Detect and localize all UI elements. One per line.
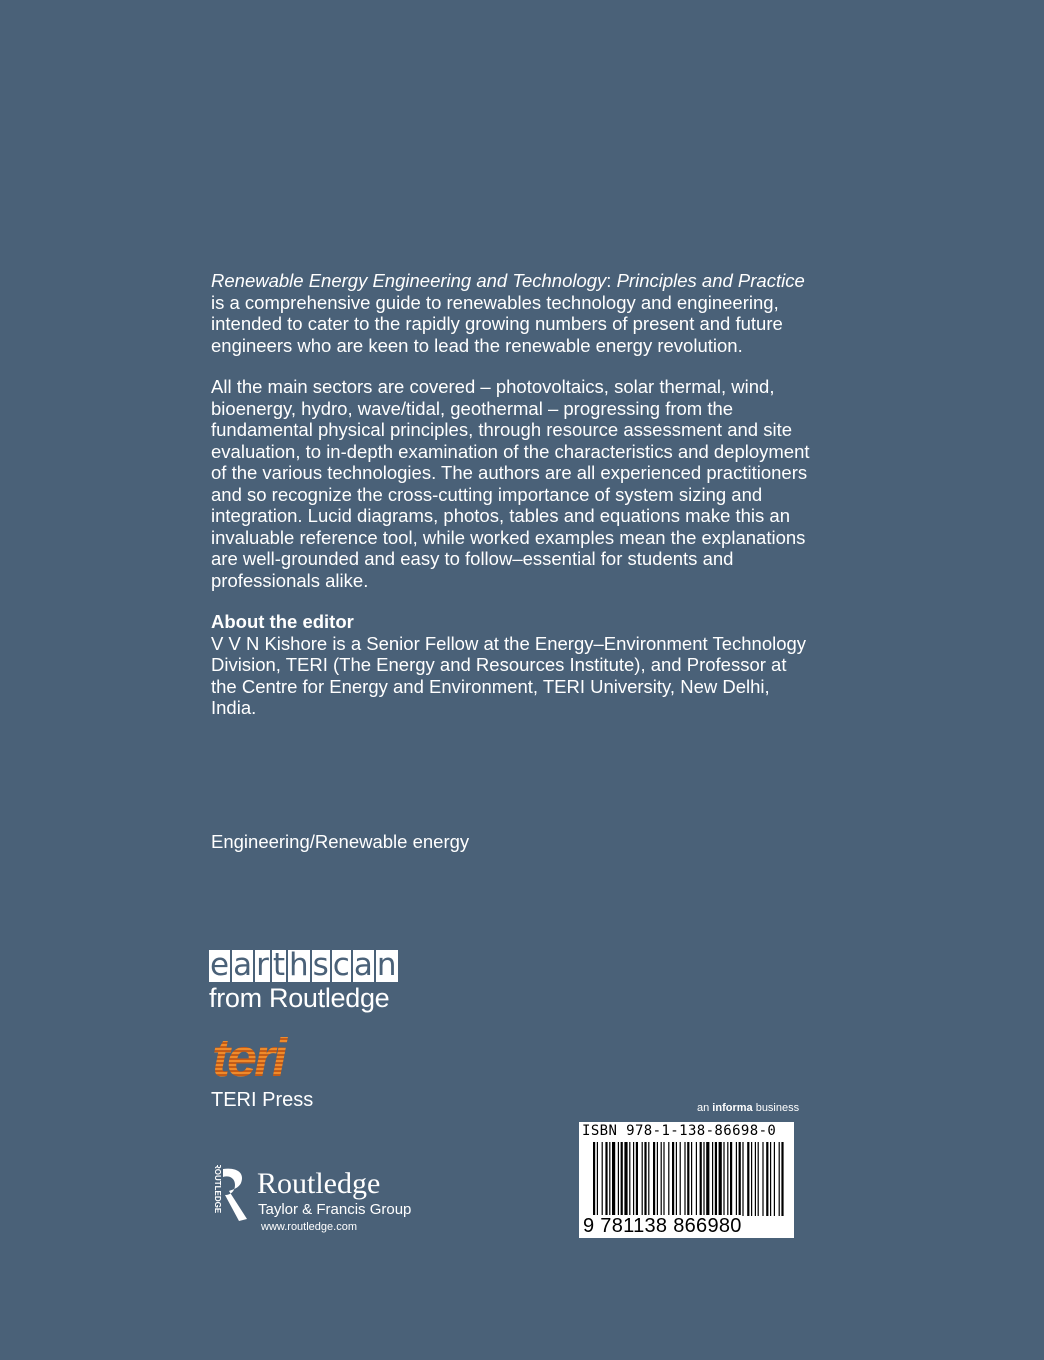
earthscan-from-routledge: from Routledge	[209, 983, 390, 1013]
subject-category: Engineering/Renewable energy	[211, 831, 470, 852]
barcode-bar	[653, 1142, 655, 1216]
barcode-bar	[747, 1142, 749, 1216]
barcode-bar	[751, 1142, 752, 1216]
earthscan-letter: a	[233, 947, 253, 983]
routledge-vertical-text: ROUTLEDGE	[213, 1165, 222, 1214]
barcode-bar	[706, 1142, 709, 1216]
barcode-bar	[723, 1142, 724, 1216]
barcode-bar	[661, 1142, 662, 1216]
routledge-website: www.routledge.com	[261, 1221, 357, 1233]
teri-logo-graphic	[212, 1032, 304, 1084]
teri-logo	[212, 1032, 304, 1089]
book-subtitle: Principles and Practice	[616, 270, 805, 291]
barcode-bar	[762, 1142, 763, 1216]
barcode-bar	[609, 1142, 610, 1216]
barcode-bar	[644, 1142, 646, 1216]
barcode-bar	[657, 1142, 658, 1216]
barcode-bar	[770, 1142, 771, 1216]
barcode-bar	[781, 1142, 783, 1216]
barcode-bar	[742, 1142, 743, 1216]
teri-logo-text: teri	[212, 1032, 285, 1084]
isbn-label: ISBN 978-1-138-86698-0	[582, 1123, 777, 1139]
routledge-group: Taylor & Francis Group	[258, 1201, 412, 1218]
barcode-bar	[719, 1142, 722, 1216]
sectors-paragraph: All the main sectors are covered – photovoltaics, solar thermal, wind, bioenergy, hydro, wave/tidal, geothermal – progressing from the fundamental physical principles, through resource assessment and site evaluation, to in-depth examination of the characteristics and deployment of the various technologies. The authors are all experienced practitioners and so recognize the cross-cutting importance of system sizing and integration. Lucid diagrams, photos, tables and equations make this an invaluable reference tool, while worked examples mean the explanations are well-grounded and easy to follow–essential for students and professionals alike.	[211, 376, 810, 591]
barcode-bar	[668, 1142, 669, 1216]
barcode-bar	[672, 1142, 674, 1216]
barcode-bar	[715, 1142, 717, 1216]
barcode-bar	[691, 1142, 692, 1216]
earthscan-letter: t	[272, 947, 285, 983]
back-cover-blurb	[211, 270, 811, 739]
barcode-bar	[736, 1142, 737, 1216]
barcode-bar	[629, 1142, 630, 1216]
barcode-bar	[663, 1142, 664, 1216]
earthscan-letter: h	[288, 947, 309, 983]
barcode-bar	[739, 1142, 741, 1216]
barcode-bar	[618, 1142, 619, 1216]
barcode-bar	[755, 1142, 756, 1216]
earthscan-wordmark	[209, 947, 398, 983]
barcode-bar	[779, 1142, 780, 1216]
teri-press-label: TERI Press	[211, 1089, 314, 1111]
earthscan-letter: n	[376, 947, 397, 983]
earthscan-letter: r	[256, 947, 269, 983]
barcode-bar	[700, 1142, 702, 1216]
barcode-bar	[612, 1142, 615, 1216]
earthscan-letter: e	[210, 947, 230, 983]
barcode-bar	[602, 1142, 603, 1216]
barcode-bar	[605, 1142, 607, 1216]
barcode-bar	[597, 1142, 598, 1216]
about-editor	[211, 611, 811, 719]
barcode-bar	[774, 1142, 775, 1216]
barcode-bar	[624, 1142, 627, 1216]
barcode-bar	[712, 1142, 713, 1216]
earthscan-letter: c	[332, 947, 350, 983]
barcode-bar	[730, 1142, 732, 1216]
barcode-bar	[703, 1142, 704, 1216]
barcode-bar	[636, 1142, 638, 1216]
routledge-r-icon	[207, 1165, 253, 1225]
routledge-name: Routledge	[257, 1167, 381, 1200]
barcode-bar	[633, 1142, 634, 1216]
about-editor-heading: About the editor	[211, 611, 354, 632]
barcode-bar	[758, 1142, 759, 1216]
barcode-bar	[648, 1142, 649, 1216]
earthscan-letter: s	[312, 947, 329, 983]
barcode-bar	[766, 1142, 768, 1216]
intro-paragraph: Renewable Energy Engineering and Technology: Principles and Practice is a comprehensive guide to renewables technology and engineering, intended to cater to the rapidly growing numbers of present and future engineers who are keen to lead the renewable energy revolution.	[211, 270, 805, 356]
routledge-logo	[207, 1165, 253, 1230]
informa-business-label: an informa business	[697, 1102, 800, 1114]
book-title: Renewable Energy Engineering and Technology	[211, 270, 607, 291]
barcode-bar	[684, 1142, 685, 1216]
about-editor-text: V V N Kishore is a Senior Fellow at the Energy–Environment Technology Division, TERI (The Energy and Resources Institute), and Professor at the Centre for Energy and Environment, TERI University, New Delhi, India.	[211, 632, 807, 718]
isbn-barcode	[579, 1122, 794, 1238]
barcode-bar	[676, 1142, 677, 1216]
barcode-bar	[680, 1142, 681, 1216]
barcode-bar	[687, 1142, 689, 1216]
barcode-bar	[727, 1142, 728, 1216]
intro-text: is a comprehensive guide to renewables technology and engineering, intended to cater to the rapidly growing numbers of present and future engineers who are keen to lead the renewable energy revolution.	[211, 291, 783, 356]
barcode-bar	[621, 1142, 623, 1216]
barcode-bar	[593, 1142, 595, 1216]
barcode-bar	[696, 1142, 697, 1216]
barcode-number: 9 781138 866980	[583, 1215, 742, 1237]
barcode-bar	[642, 1142, 643, 1216]
earthscan-letter: a	[353, 947, 373, 983]
earthscan-logo	[209, 947, 398, 1014]
